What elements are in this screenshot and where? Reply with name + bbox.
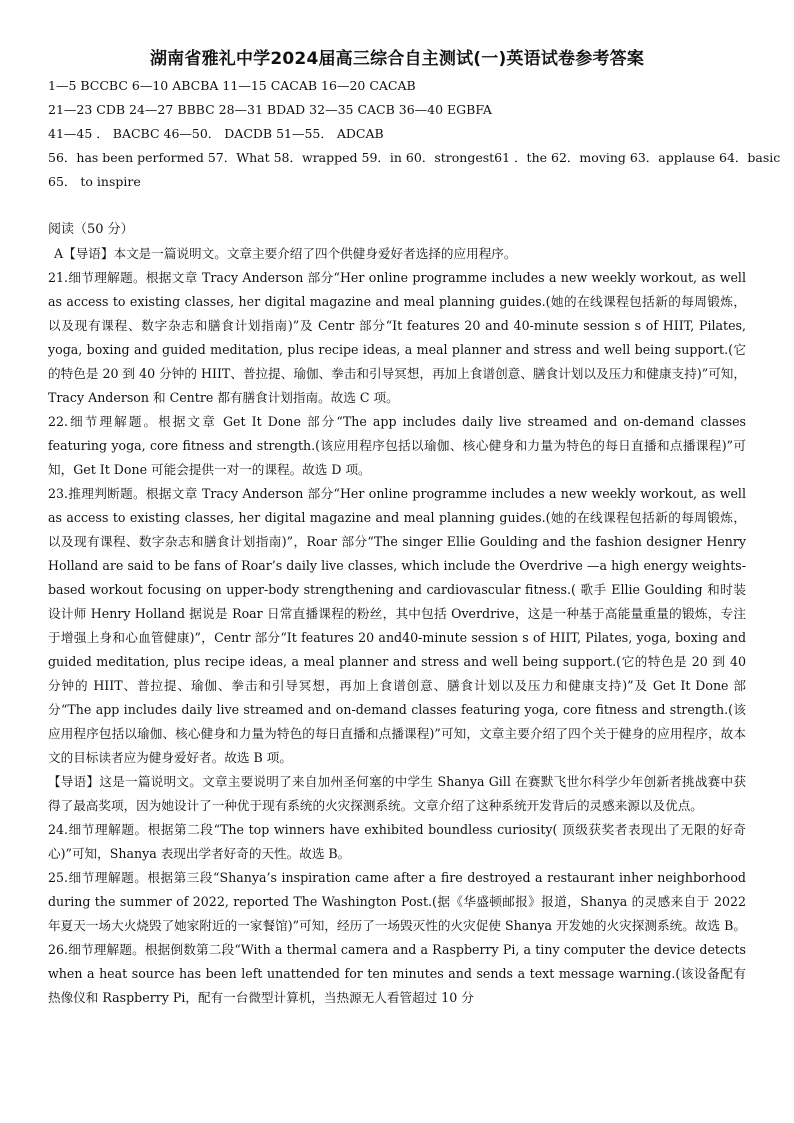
explanation-q25-q26: 25.细节理解题。根据第三段“Shanya’s inspiration came after a fire destroyed a restaurant inher neighborhood during the summer of 2022, reported The Washington Post.(据《华盛顿邮报》报道，Shanya 的灵感来自于 2022 年夏天一场大火烧毁了她家附近的一家餐馆)”可知，经历了一场毁灭性的火灾促使 Shanya 开发她的火灾探测系统。故选 B。26.细节理解题。根据倒数第二段“With a thermal camera and a Raspberry Pi, a tiny computer the device detects when a heat source has been left unattended for ten minutes and sends a text message warning.(该设备配有热像仪和 Raspberry Pi，配有一台微型计算机，当热源无人看管超过 10 分 (48, 870, 746, 1005)
explanation-q24: 24.细节理解题。根据第二段“The top winners have exhibited boundless curiosity( 顶级获奖者表现出了无限的好奇心)”可知，Shanya 表现出学者好奇的天性。故选 B。 (48, 822, 746, 861)
answer-line: 65． to inspire (48, 174, 141, 189)
explanation-q21: 21.细节理解题。根据文章 Tracy Anderson 部分“Her online programme includes a new weekly workout, as well as access to existing classes, her digital magazine and meal planning guides.(她的在线课程包括新的每周锻炼，以及现有课程、数字杂志和膳食计划指南)”及 Centr 部分“It features 20 and 40-minute session s of HIIT, Pilates, yoga, boxing and guided meditation, plus recipe ideas, a meal planner and stress and well being support.(它的特色是 20 到 40 分钟的 HIIT、普拉提、瑜伽、拳击和引导冥想，再加上食谱创意、膳食计划以及压力和健康支持)”可知，Tracy Anderson 和 Centre 都有膳食计划指南。故选 C 项。 (48, 270, 746, 405)
answer-list (48, 74, 781, 194)
answer-line: 56．has been performed 57．What 58．wrapped 59．in 60．strongest61 ．the 62．moving 63．applause 64．basic (48, 150, 781, 165)
answer-line: 1—5 BCCBC 6—10 ABCBA 11—15 CACAB 16—20 CACAB (48, 78, 416, 93)
explanation-q23: 23.推理判断题。根据文章 Tracy Anderson 部分“Her online programme includes a new weekly workout, as well as access to existing classes, her digital magazine and meal planning guides.(她的在线课程包括新的每周锻炼，以及现有课程、数字杂志和膳食计划指南)”，Roar 部分“The singer Ellie Goulding and the fashion designer Henry Holland are said to be fans of Roar’s daily live classes, which include the Overdrive —a high energy weights-based workout focusing on upper-body strengthening and cardiovascular fitness.( 歌手 Ellie Goulding 和时装设计师 Henry Holland 据说是 Roar 日常直播课程的粉丝，其中包括 Overdrive，这是一种基于高能量重量的锻炼，专注于增强上身和心血管健康)”，Centr 部分“It features 20 and40-minute session s of HIIT, Pilates, yoga, boxing and guided meditation, plus recipe ideas, a meal planner and stress and well being support.(它的特色是 20 到 40 分钟的 HIIT、普拉提、瑜伽、拳击和引导冥想，再加上食谱创意、膳食计划以及压力和健康支持)”及 Get It Done 部分“The app includes daily live streamed and on-demand classes featuring yoga, core fitness and strength.(该应用程序包括以瑜伽、核心健身和力量为特色的每日直播和点播课程)”可知，文章主要介绍了四个关于健身的应用程序，故本文的目标读者应为健身爱好者。故选 B 项。 (48, 486, 746, 765)
spacer (48, 194, 746, 218)
passage-b-intro: 【导语】这是一篇说明文。文章主要说明了来自加州圣何塞的中学生 Shanya Gill 在赛默飞世尔科学少年创新者挑战赛中获得了最高奖项，因为她设计了一种优于现有系统的火灾探测系统。文章介绍了这种系统开发背后的灵感来源以及优点。 (48, 774, 746, 813)
explanation-q22: 22.细节理解题。根据文章 Get It Done 部分“The app includes daily live streamed and on-demand classes featuring yoga, core fitness and strength.(该应用程序包括以瑜伽、核心健身和力量为特色的每日直播和点播课程)”可知，Get It Done 可能会提供一对一的课程。故选 D 项。 (48, 414, 746, 477)
explanations (48, 242, 746, 1010)
page-title: 湖南省雅礼中学2024届高三综合自主测试(一)英语试卷参考答案 (149, 49, 645, 69)
reading-section-header: 阅读（50 分） (48, 222, 134, 237)
answer-line: 41—45 ． BACBC 46—50． DACDB 51—55． ADCAB (48, 126, 384, 141)
answer-line: 21—23 CDB 24—27 BBBC 28—31 BDAD 32—35 CACB 36—40 EGBFA (48, 102, 492, 117)
passage-a-intro: A【导语】本文是一篇说明文。文章主要介绍了四个供健身爱好者选择的应用程序。 (54, 246, 517, 261)
